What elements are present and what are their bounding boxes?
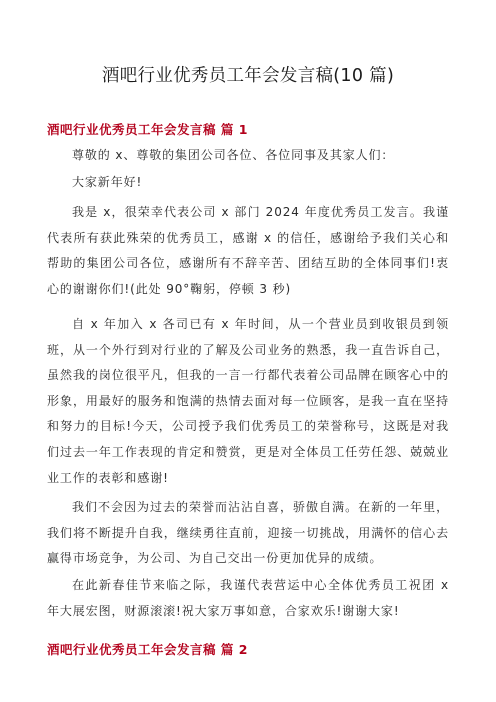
paragraph-greeting: 大家新年好!	[72, 175, 143, 189]
paragraph-salutation: 尊敬的 x、尊敬的集团公司各位、各位同事及其家人们：	[72, 148, 395, 162]
document-title: 酒吧行业优秀员工年会发言稿(10 篇)	[101, 66, 395, 86]
section-heading-1: 酒吧行业优秀员工年会发言稿 篇 1	[47, 122, 248, 137]
paragraph-introduction: 我是 x，很荣幸代表公司 x 部门 2024 年度优秀员工发言。我谨代表所有获此殊荣的优秀员工，感谢 x 的信任，感谢给予我们关心和帮助的集团公司各位，感谢所有不辞辛苦、团结互助的全体同事们!衷心的谢谢你们!(此处 90°鞠躬，停顿 3 秒)	[47, 205, 449, 296]
paragraph-closing: 在此新春佳节来临之际，我谨代表营运中心全体优秀员工祝团 x 年大展宏图，财源滚滚!祝大家万事如意，合家欢乐!谢谢大家!	[47, 578, 449, 618]
paragraph-career: 自 x 年加入 x 各司已有 x 年时间，从一个营业员到收银员到领班，从一个外行到对行业的了解及公司业务的熟悉，我一直告诉自己，虽然我的岗位很平凡，但我的一言一行都代表着公司品牌在顾客心中的形象，用最好的服务和饱满的热情去面对每一位顾客，是我一直在坚持和努力的目标!今天，公司授予我们优秀员工的荣誉称号，这既是对我们过去一年工作表现的肯定和赞赏，更是对全体员工任劳任怨、兢兢业业工作的表彰和感谢!	[47, 317, 449, 485]
section-heading-2: 酒吧行业优秀员工年会发言稿 篇 2	[47, 642, 248, 657]
paragraph-resolve: 我们不会因为过去的荣誉而沾沾自喜，骄傲自满。在新的一年里，我们将不断提升自我，继续勇往直前，迎接一切挑战，用满怀的信心去赢得市场竞争，为公司、为自己交出一份更加优异的成绩。	[47, 500, 449, 566]
